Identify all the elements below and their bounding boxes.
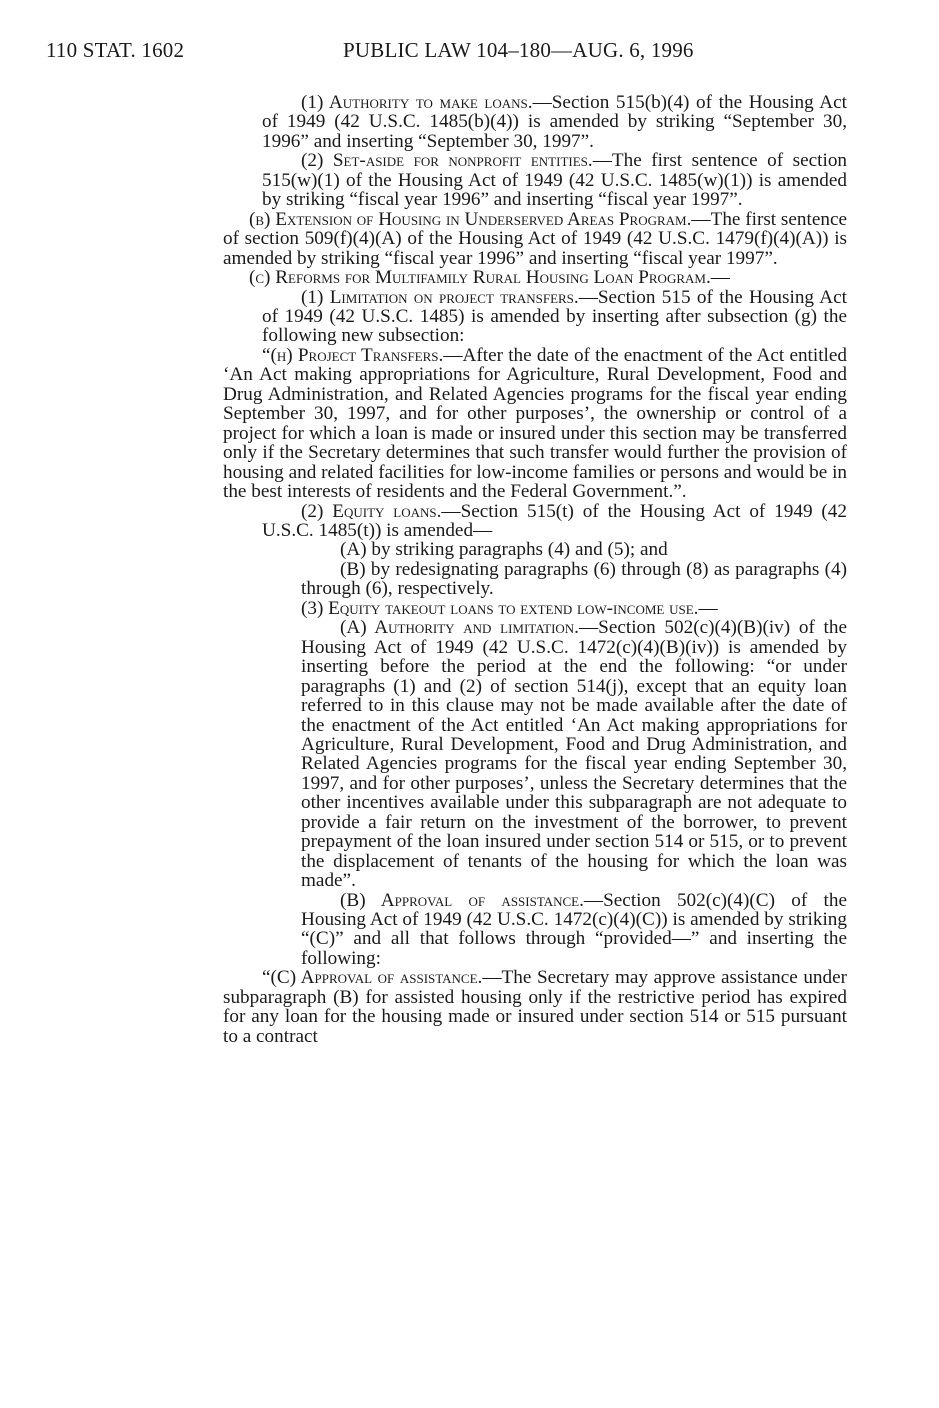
paragraph-underserved-areas: (b) Extension of Housing in Underserved Areas Program.—The first sentence of section 509(f)(4)(A) of the Housing Act of 1949 (42 U.S.C. 1479(f)(4)(A)) is amended by striking “fiscal year 1996” and inserting “fiscal year 1997”. bbox=[223, 208, 847, 269]
paragraph-authority-loans: (1) Authority to make loans.—Section 515(b)(4) of the Housing Act of 1949 (42 U.S.C. 1485(b)(4)) is amended by striking “September 30, 1996” and inserting “September 30, 1997”. bbox=[262, 92, 847, 152]
public-law-title: PUBLIC LAW 104–180—AUG. 6, 1996 bbox=[343, 38, 694, 62]
paragraph-authority-limitation: (A) Authority and limitation.—Section 502(c)(4)(B)(iv) of the Housing Act of 1949 (42 U.S.C. 1472(c)(4)(B)(iv)) is amended by inserting before the period at the end the following: “or under paragraphs (1) and (2) of section 514(j), except that an equity loan referred to in this clause may not be made available after the date of the enactment of the Act entitled ‘An Act making appropriations for Agriculture, Rural Development, Food and Drug Administration, and Related Agencies programs for the fiscal year ending September 30, 1997, and for other purposes’, unless the Secretary determines that the other incentives available under this subparagraph are not adequate to provide a fair return on the investment of the borrower, to prevent prepayment of the loan insured under section 514 or 515, or to prevent the displacement of tenants of the housing for which the loan was made”. bbox=[301, 617, 847, 892]
paragraph-multifamily-reforms: (c) Reforms for Multifamily Rural Housing Loan Program.— bbox=[249, 267, 730, 289]
paragraph-subsection-h: “(h) Project Transfers.—After the date of the enactment of the Act entitled ‘An Act making appropriations for Agriculture, Rural Development, Food and Drug Administration, and Related Agencies programs for the fiscal year ending September 30, 1997, and for other purposes’, the ownership or control of a project for which a loan is made or insured under this section may be transferred only if the Secretary determines that such transfer would further the provision of housing and related facilities for low-income families or persons and would be in the best interests of residents and the Federal Government.”. bbox=[223, 344, 847, 503]
paragraph-equity-a: (A) by striking paragraphs (4) and (5); and bbox=[340, 539, 668, 561]
paragraph-equity-b: (B) by redesignating paragraphs (6) through (8) as paragraphs (4) through (6), respectively. bbox=[301, 558, 847, 600]
paragraph-set-aside: (2) Set-aside for nonprofit entities.—The first sentence of section 515(w)(1) of the Housing Act of 1949 (42 U.S.C. 1485(w)(1)) is amended by striking “fiscal year 1996” and inserting “fiscal year 1997”. bbox=[262, 150, 848, 211]
paragraph-approval-c: “(C) Approval of assistance.—The Secretary may approve assistance under subparagraph (B) for assisted housing only if the restrictive period has expired for any loan for the housing made or insured under section 514 or 515 pursuant to a contract bbox=[223, 967, 848, 1047]
page-header bbox=[46, 38, 694, 63]
stat-citation: 110 STAT. 1602 bbox=[46, 38, 185, 62]
paragraph-project-transfers: (1) Limitation on project transfers.—Section 515 of the Housing Act of 1949 (42 U.S.C. 1485) is amended by inserting after subsection (g) the following new subsection: bbox=[262, 286, 847, 347]
paragraph-equity-takeout: (3) Equity takeout loans to extend low-income use.— bbox=[301, 597, 718, 619]
paragraph-approval-assistance: (B) Approval of assistance.—Section 502(c)(4)(C) of the Housing Act of 1949 (42 U.S.C. 1472(c)(4)(C)) is amended by striking “(C)” and all that follows through “provided—” and inserting the following: bbox=[301, 889, 847, 969]
document-body bbox=[223, 93, 847, 1046]
paragraph-equity-loans: (2) Equity loans.—Section 515(t) of the Housing Act of 1949 (42 U.S.C. 1485(t)) is amended— bbox=[262, 500, 847, 541]
